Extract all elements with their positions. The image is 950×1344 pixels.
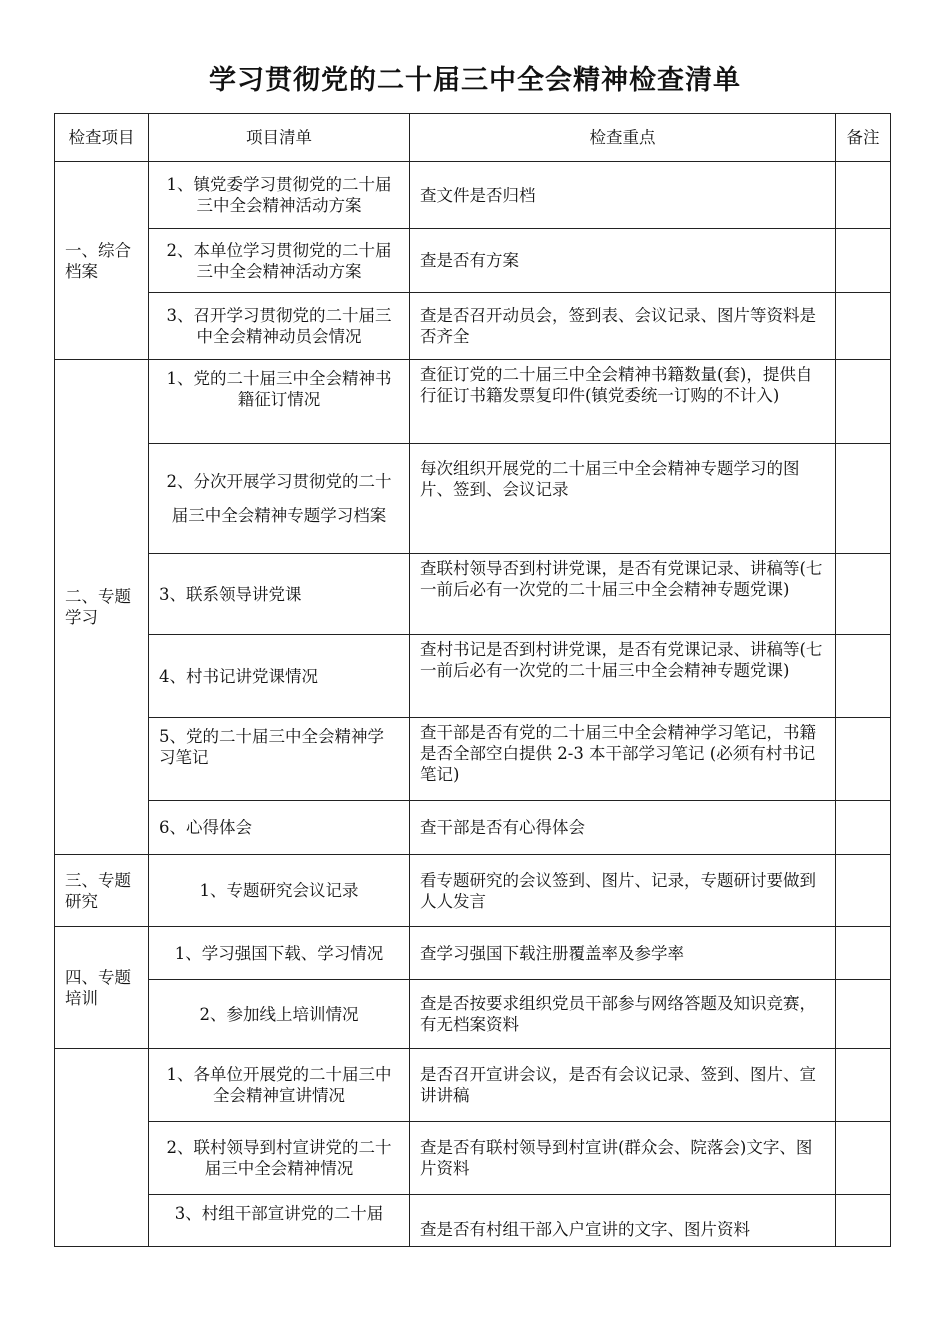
item-cell: 2、分次开展学习贯彻党的二十届三中全会精神专题学习档案: [149, 444, 410, 554]
table-row: [55, 980, 891, 1049]
item-cell: 1、各单位开展党的二十届三中全会精神宣讲情况: [149, 1049, 410, 1122]
item-cell: 4、村书记讲党课情况: [149, 635, 410, 718]
focus-cell: 查是否有方案: [410, 229, 836, 293]
focus-cell: 查征订党的二十届三中全会精神书籍数量(套)，提供自行征订书籍发票复印件(镇党委统一订购的不计入): [410, 360, 836, 444]
table-row: [55, 360, 891, 444]
focus-cell: 是否召开宣讲会议，是否有会议记录、签到、图片、宣讲讲稿: [410, 1049, 836, 1122]
item-cell: 6、心得体会: [149, 801, 410, 855]
category-cell: 一、综合档案: [55, 162, 149, 360]
item-cell: 2、联村领导到村宣讲党的二十届三中全会精神情况: [149, 1122, 410, 1195]
item-cell: 3、召开学习贯彻党的二十届三中全会精神动员会情况: [149, 293, 410, 360]
note-cell: [836, 855, 891, 927]
focus-cell: 查是否有联村领导到村宣讲(群众会、院落会)文字、图片资料: [410, 1122, 836, 1195]
table-row: [55, 801, 891, 855]
table-row: [55, 444, 891, 554]
item-cell: 1、镇党委学习贯彻党的二十届三中全会精神活动方案: [149, 162, 410, 229]
note-cell: [836, 293, 891, 360]
note-cell: [836, 1049, 891, 1122]
focus-cell: 查是否召开动员会，签到表、会议记录、图片等资料是否齐全: [410, 293, 836, 360]
focus-cell: 查是否按要求组织党员干部参与网络答题及知识竞赛，有无档案资料: [410, 980, 836, 1049]
header-check-focus: 检查重点: [410, 114, 836, 162]
table-row: [55, 229, 891, 293]
note-cell: [836, 718, 891, 801]
note-cell: [836, 229, 891, 293]
table-row: [55, 635, 891, 718]
table-row: [55, 554, 891, 635]
item-cell: 2、参加线上培训情况: [149, 980, 410, 1049]
item-cell: 3、联系领导讲党课: [149, 554, 410, 635]
page-title: 学习贯彻党的二十届三中全会精神检查清单: [209, 65, 741, 96]
note-cell: [836, 801, 891, 855]
item-cell: 3、村组干部宣讲党的二十届: [149, 1195, 410, 1247]
table-row: [55, 927, 891, 980]
focus-cell: 查文件是否归档: [410, 162, 836, 229]
focus-cell: 看专题研究的会议签到、图片、记录，专题研讨要做到人人发言: [410, 855, 836, 927]
item-cell: 5、党的二十届三中全会精神学习笔记: [149, 718, 410, 801]
category-cell: 四、专题培训: [55, 927, 149, 1049]
table-row: [55, 1195, 891, 1247]
note-cell: [836, 444, 891, 554]
checklist-table: [54, 113, 891, 1247]
category-cell: 三、专题研究: [55, 855, 149, 927]
item-cell: 2、本单位学习贯彻党的二十届三中全会精神活动方案: [149, 229, 410, 293]
header-note: 备注: [836, 114, 891, 162]
item-cell: 1、党的二十届三中全会精神书籍征订情况: [149, 360, 410, 444]
focus-cell: 查村书记是否到村讲党课，是否有党课记录、讲稿等(七一前后必有一次党的二十届三中全会精神专题党课): [410, 635, 836, 718]
table-row: [55, 718, 891, 801]
focus-cell: 查干部是否有心得体会: [410, 801, 836, 855]
note-cell: [836, 980, 891, 1049]
note-cell: [836, 1122, 891, 1195]
header-check-category: 检查项目: [55, 114, 149, 162]
focus-cell: 查学习强国下载注册覆盖率及参学率: [410, 927, 836, 980]
note-cell: [836, 360, 891, 444]
category-cell: [55, 1049, 149, 1247]
header-item-list: 项目清单: [149, 114, 410, 162]
note-cell: [836, 1195, 891, 1247]
focus-cell: 查是否有村组干部入户宣讲的文字、图片资料: [410, 1195, 836, 1247]
note-cell: [836, 927, 891, 980]
item-cell: 1、专题研究会议记录: [149, 855, 410, 927]
table-row: [55, 855, 891, 927]
table-header-row: [55, 114, 891, 162]
focus-cell: 查干部是否有党的二十届三中全会精神学习笔记，书籍是否全部空白提供 2-3 本干部学习笔记 (必须有村书记笔记): [410, 718, 836, 801]
note-cell: [836, 635, 891, 718]
note-cell: [836, 162, 891, 229]
note-cell: [836, 554, 891, 635]
table-row: [55, 293, 891, 360]
table-row: [55, 1049, 891, 1122]
focus-cell: 每次组织开展党的二十届三中全会精神专题学习的图片、签到、会议记录: [410, 444, 836, 554]
table-row: [55, 1122, 891, 1195]
item-cell: 1、学习强国下载、学习情况: [149, 927, 410, 980]
table-row: [55, 162, 891, 229]
focus-cell: 查联村领导否到村讲党课，是否有党课记录、讲稿等(七一前后必有一次党的二十届三中全会精神专题党课): [410, 554, 836, 635]
category-cell: 二、专题学习: [55, 360, 149, 855]
